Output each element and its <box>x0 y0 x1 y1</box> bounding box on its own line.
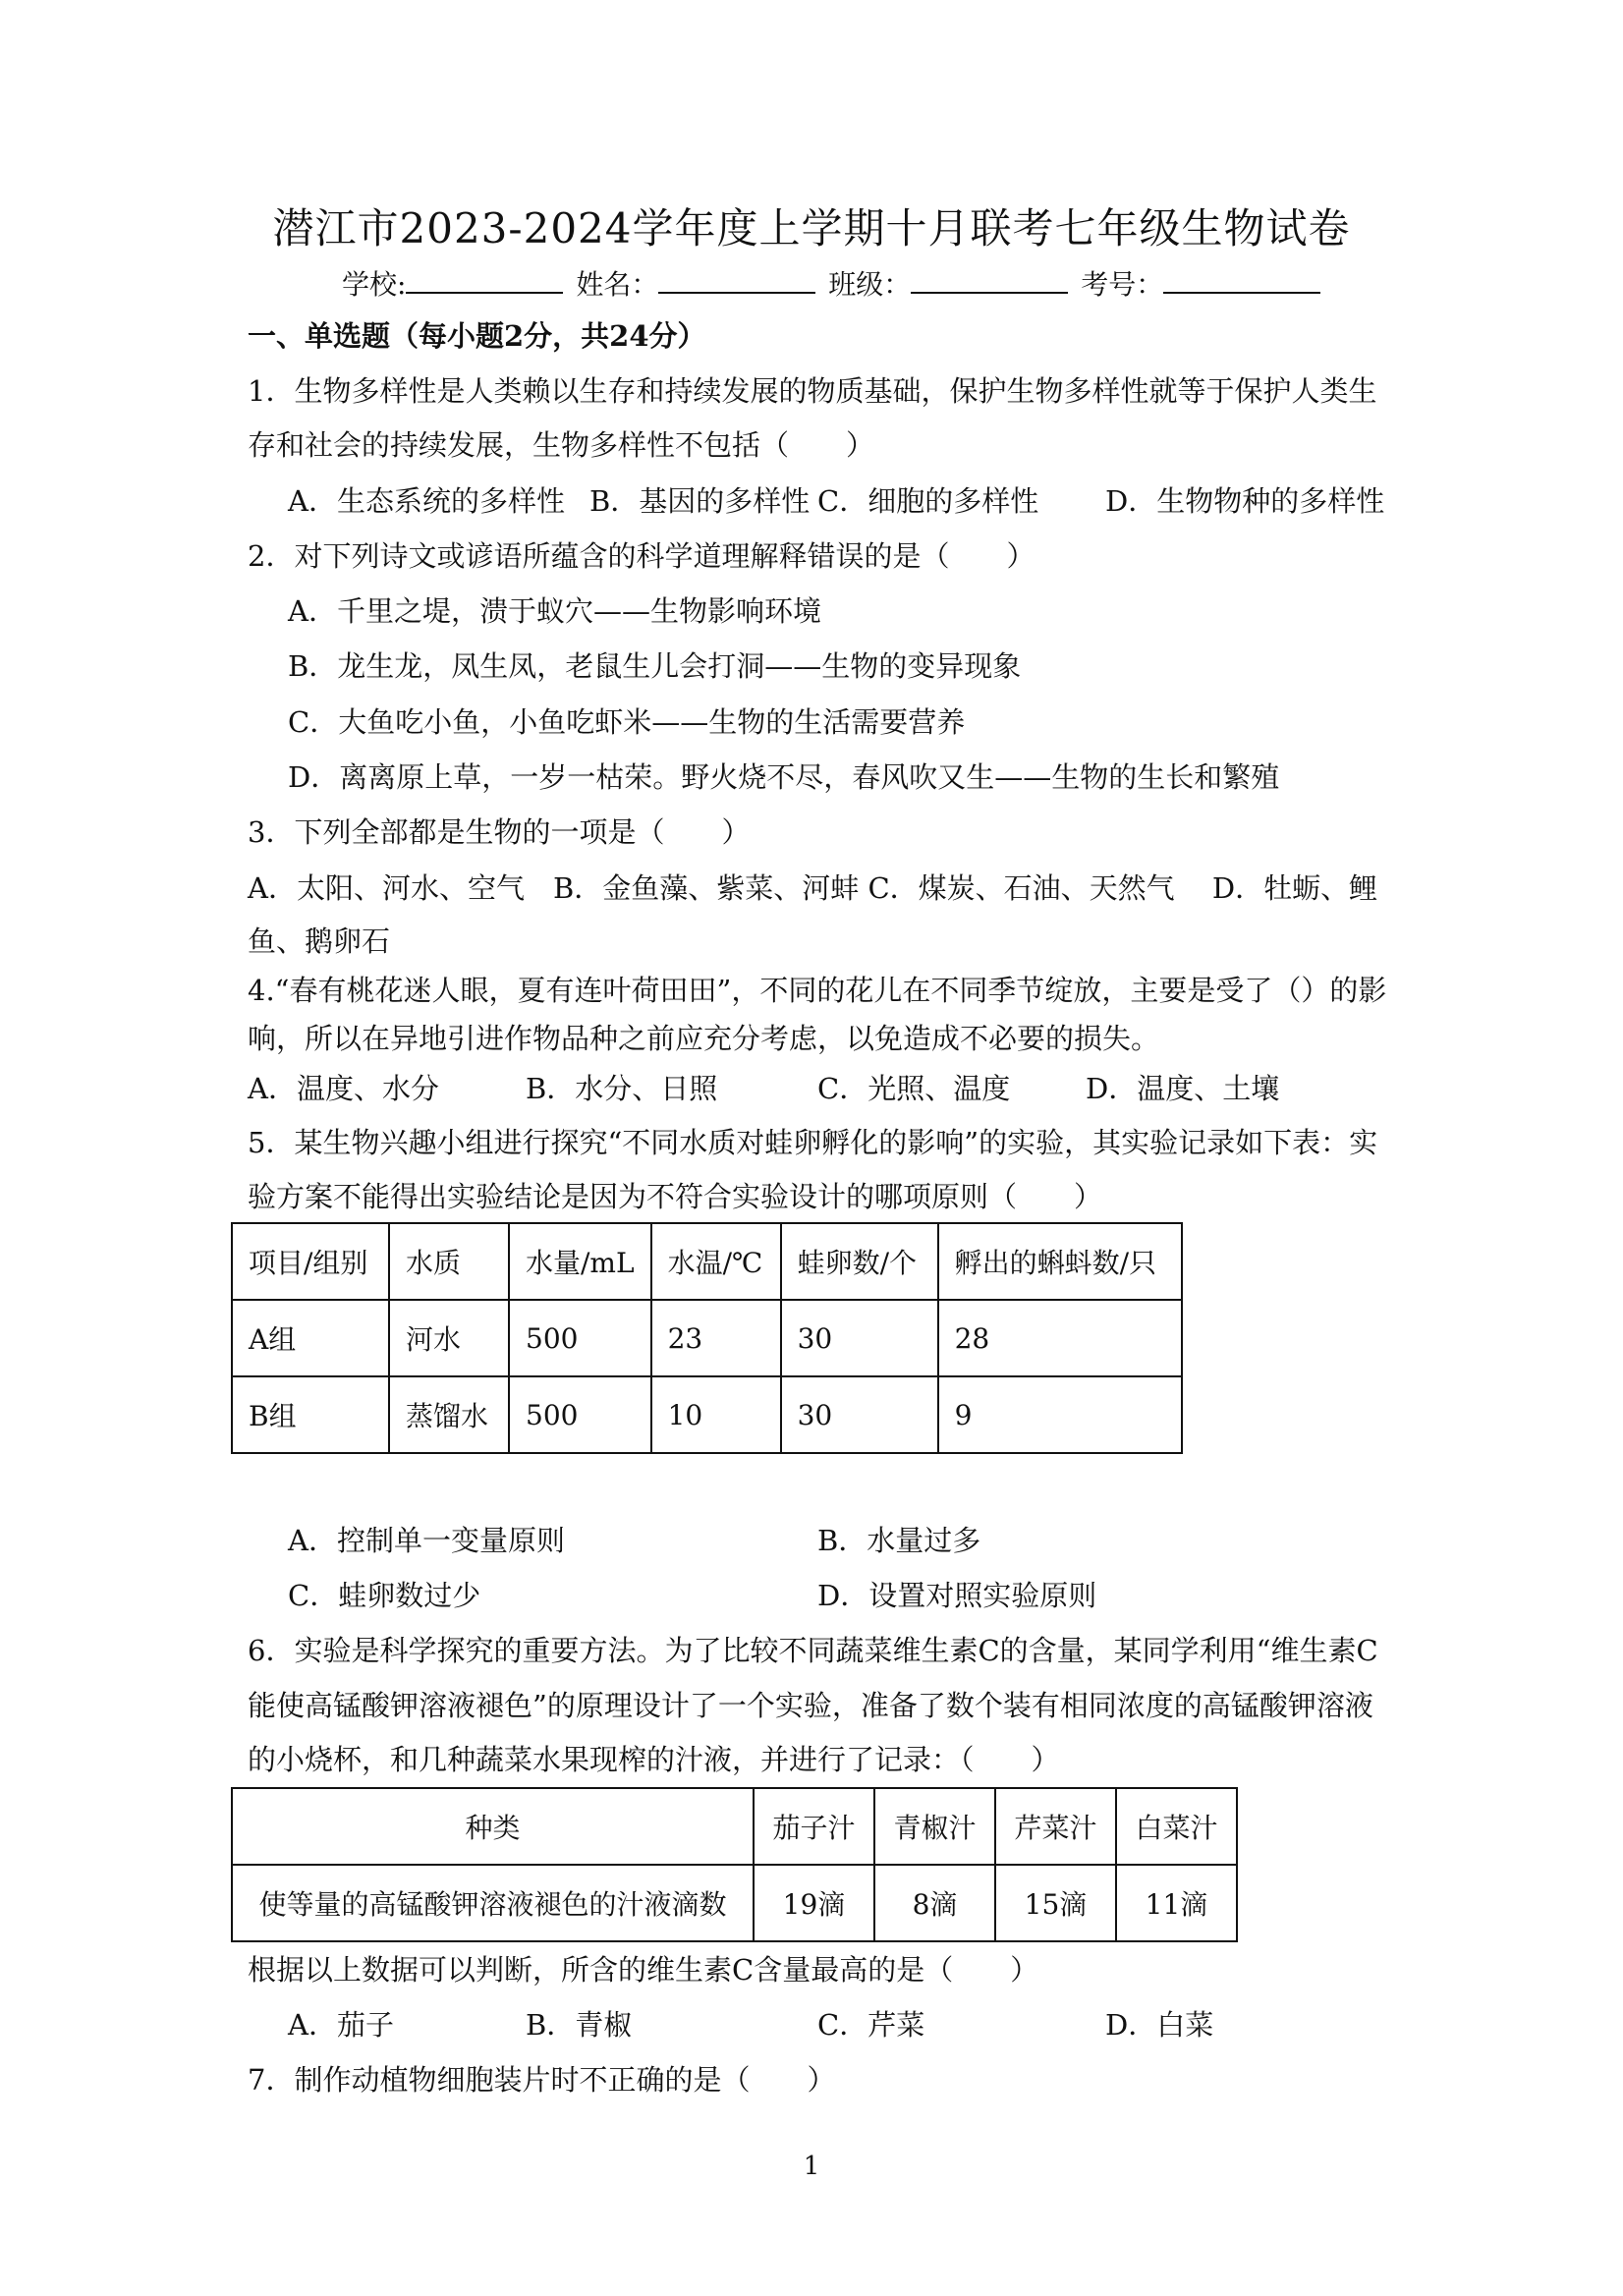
section-heading: 一、单选题（每小题2分，共24分） <box>248 319 706 353</box>
school-label: 学校: <box>342 268 407 301</box>
q6-cell: 8滴 <box>874 1865 995 1941</box>
q5-cell: 9 <box>938 1376 1182 1453</box>
q5-cell: 10 <box>651 1376 781 1453</box>
q4-option-b: B．水分、日照 <box>526 1072 718 1105</box>
name-blank <box>658 266 815 294</box>
number-label: 考号： <box>1081 268 1164 301</box>
q5-option-c: C．蛙卵数过少 <box>288 1579 481 1612</box>
school-blank <box>406 266 563 294</box>
q4-stem-line-2: 响，所以在异地引进作物品种之前应充分考虑，以免造成不必要的损失。 <box>248 1022 1160 1055</box>
table-row <box>232 1300 1182 1376</box>
q5-cell: 河水 <box>389 1300 509 1376</box>
q7-stem: 7．制作动植物细胞装片时不正确的是（ ） <box>248 2063 836 2097</box>
exam-title: 潜江市2023-2024学年度上学期十月联考七年级生物试卷 <box>272 204 1351 252</box>
q6-cell: 19滴 <box>754 1865 874 1941</box>
q6-option-a: A．茄子 <box>288 2008 394 2042</box>
q5-option-a: A．控制单一变量原则 <box>288 1524 565 1557</box>
q6-table <box>231 1787 1238 1942</box>
class-label: 班级： <box>828 268 912 301</box>
q1-stem-line-1: 1．生物多样性是人类赖以生存和持续发展的物质基础，保护生物多样性就等于保护人类生 <box>248 374 1377 408</box>
q5-header-cell: 孵出的蝌蚪数/只 <box>938 1223 1182 1300</box>
name-label: 姓名： <box>576 268 659 301</box>
q6-header-cell: 白菜汁 <box>1116 1788 1237 1865</box>
q4-stem-line-1: 4.“春有桃花迷人眼，夏有连叶荷田田”，不同的花儿在不同季节绽放，主要是受了（）的影 <box>248 974 1387 1007</box>
q6-cell: 15滴 <box>995 1865 1116 1941</box>
q6-option-d: D．白菜 <box>1105 2008 1214 2042</box>
q3-options-line-1: A．太阳、河水、空气 B．金鱼藻、紫菜、河蚌 C．煤炭、石油、天然气 D．牡蛎、鲤 <box>248 871 1378 905</box>
q5-stem-line-1: 5．某生物兴趣小组进行探究“不同水质对蛙卵孵化的影响”的实验，其实验记录如下表：实 <box>248 1126 1378 1159</box>
q5-cell: 30 <box>781 1300 938 1376</box>
page-number: 1 <box>803 2152 820 2181</box>
q2-stem: 2．对下列诗文或谚语所蕴含的科学道理解释错误的是（ ） <box>248 539 1035 573</box>
q2-option-b: B．龙生龙，凤生凤，老鼠生儿会打洞——生物的变异现象 <box>288 649 1022 683</box>
q6-option-c: C．芹菜 <box>817 2008 925 2042</box>
q6-header-cell: 芹菜汁 <box>995 1788 1116 1865</box>
q5-table-header-row <box>232 1223 1182 1300</box>
q5-cell: A组 <box>232 1300 389 1376</box>
q5-cell: 500 <box>509 1376 651 1453</box>
q6-table-header-row <box>232 1788 1237 1865</box>
q4-option-a: A．温度、水分 <box>248 1072 439 1105</box>
q1-option-b: B．基因的多样性 <box>589 484 811 518</box>
q1-option-d: D．生物物种的多样性 <box>1105 484 1385 518</box>
class-blank <box>911 266 1068 294</box>
q6-option-b: B．青椒 <box>526 2008 633 2042</box>
q1-option-c: C．细胞的多样性 <box>817 484 1039 518</box>
q5-header-cell: 水量/mL <box>509 1223 651 1300</box>
q5-stem-line-2: 验方案不能得出实验结论是因为不符合实验设计的哪项原则（ ） <box>248 1180 1103 1213</box>
q6-question-line: 根据以上数据可以判断，所含的维生素C含量最高的是（ ） <box>248 1953 1039 1987</box>
q1-stem-line-2: 存和社会的持续发展，生物多样性不包括（ ） <box>248 428 875 462</box>
q4-option-c: C．光照、温度 <box>817 1072 1011 1105</box>
q5-cell: 500 <box>509 1300 651 1376</box>
student-info-line <box>342 263 1324 303</box>
q5-cell: 23 <box>651 1300 781 1376</box>
number-blank <box>1163 266 1320 294</box>
q6-header-cell: 种类 <box>232 1788 754 1865</box>
q6-stem-line-2: 能使高锰酸钾溶液褪色”的原理设计了一个实验，准备了数个装有相同浓度的高锰酸钾溶液 <box>248 1689 1373 1722</box>
q2-option-c: C．大鱼吃小鱼，小鱼吃虾米——生物的生活需要营养 <box>288 705 966 739</box>
q5-cell: 蒸馏水 <box>389 1376 509 1453</box>
table-row <box>232 1376 1182 1453</box>
q6-header-cell: 青椒汁 <box>874 1788 995 1865</box>
q5-header-cell: 水温/℃ <box>651 1223 781 1300</box>
q6-stem-line-3: 的小烧杯，和几种蔬菜水果现榨的汁液，并进行了记录：（ ） <box>248 1743 1060 1776</box>
q5-cell: B组 <box>232 1376 389 1453</box>
q5-cell: 28 <box>938 1300 1182 1376</box>
q6-cell: 使等量的高锰酸钾溶液褪色的汁液滴数 <box>232 1865 754 1941</box>
q6-stem-line-1: 6．实验是科学探究的重要方法。为了比较不同蔬菜维生素C的含量，某同学利用“维生素C <box>248 1634 1378 1667</box>
q1-option-a: A．生态系统的多样性 <box>288 484 565 518</box>
q5-option-b: B．水量过多 <box>817 1524 981 1557</box>
q5-option-d: D．设置对照实验原则 <box>817 1579 1097 1612</box>
q3-stem: 3．下列全部都是生物的一项是（ ） <box>248 815 751 849</box>
q2-option-d: D．离离原上草，一岁一枯荣。野火烧不尽，春风吹又生——生物的生长和繁殖 <box>288 760 1280 794</box>
q6-cell: 11滴 <box>1116 1865 1237 1941</box>
q5-header-cell: 水质 <box>389 1223 509 1300</box>
q5-header-cell: 项目/组别 <box>232 1223 389 1300</box>
q3-options-line-2: 鱼、鹅卵石 <box>248 924 391 958</box>
q5-header-cell: 蛙卵数/个 <box>781 1223 938 1300</box>
table-row <box>232 1865 1237 1941</box>
q2-option-a: A．千里之堤，溃于蚁穴——生物影响环境 <box>288 594 821 628</box>
q4-option-d: D．温度、土壤 <box>1086 1072 1280 1105</box>
q5-table <box>231 1222 1183 1454</box>
q5-cell: 30 <box>781 1376 938 1453</box>
q6-header-cell: 茄子汁 <box>754 1788 874 1865</box>
